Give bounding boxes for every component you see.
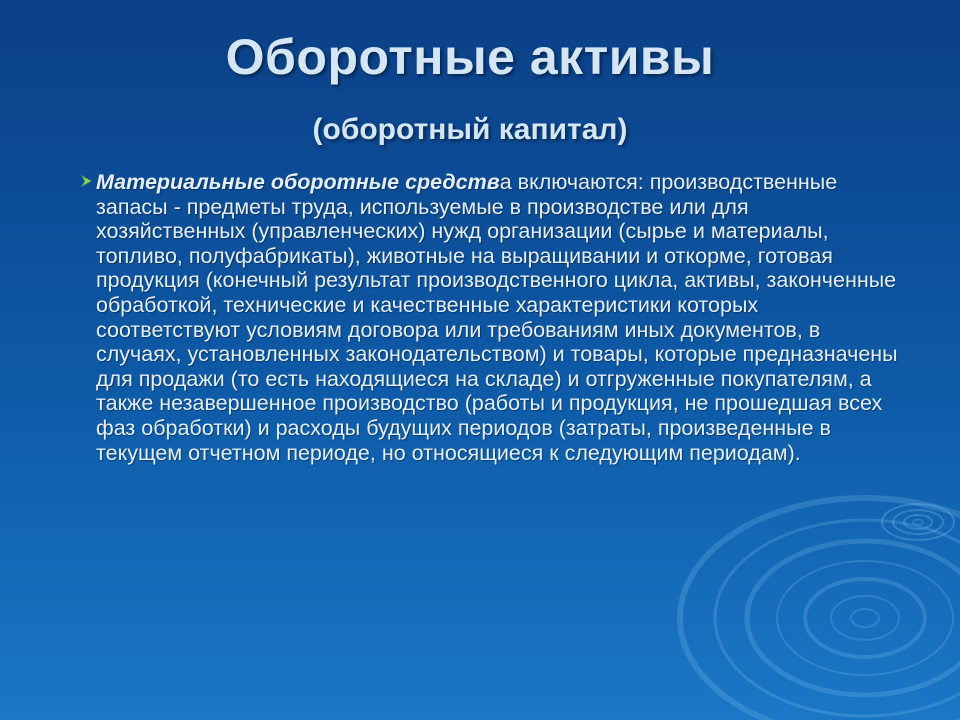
slide-subtitle: (оборотный капитал)	[312, 113, 628, 146]
slide-title: Оборотные активы	[225, 29, 715, 85]
bullet-item	[88, 170, 900, 465]
bullet-term: Материальные оборотные средств	[96, 170, 500, 194]
chevron-arrow-icon	[80, 174, 94, 188]
bullet-text	[96, 170, 900, 465]
bullet-body: а включаются: производственные запасы - предметы труда, используемые в производстве или для хозяйственных (управленческих) нужд организации (сырье и материалы, топливо, полуфабрикаты), животные на выращивании и откорме, готовая продукция (конечный результат производственного цикла, активы, законченные обработкой, технические и качественные характеристики которых соответствуют условиям договора или требованиям иных документов, в случаях, установленных законодательством) и товары, которые предназначены для продажи (то есть находящиеся на складе) и отгруженные покупателям, а также незавершенное производство (работы и продукция, не прошедшая всех фаз обработки) и расходы будущих периодов (затраты, произведенные в текущем отчетном периоде, но относящиеся к следующим периодам).	[96, 170, 898, 465]
bullet-list	[88, 170, 900, 465]
